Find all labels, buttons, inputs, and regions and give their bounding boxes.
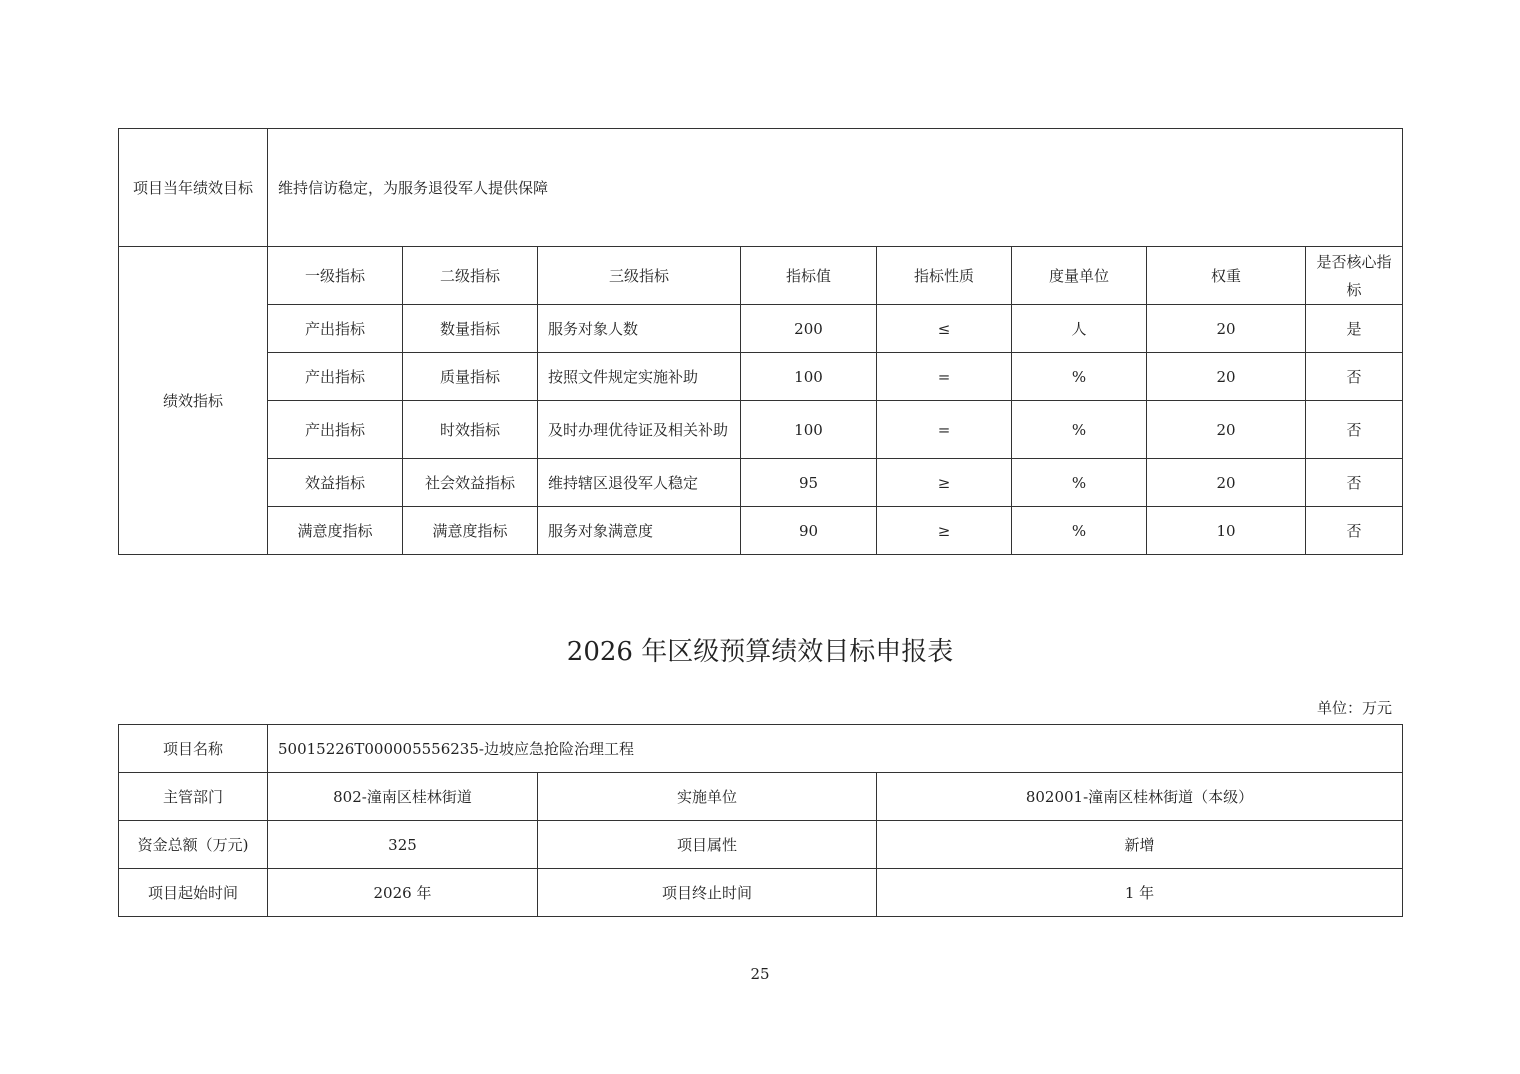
cell-level3: 维持辖区退役军人稳定 — [538, 459, 741, 507]
cell-value: 90 — [741, 507, 877, 555]
cell-level1: 产出指标 — [268, 353, 403, 401]
table-row — [119, 305, 1403, 353]
cell-weight: 20 — [1147, 401, 1306, 459]
cell-value: 100 — [741, 353, 877, 401]
table-row — [119, 401, 1403, 459]
header-unit: 度量单位 — [1012, 247, 1147, 305]
project-name-value: 50015226T000005556235-边坡应急抢险治理工程 — [268, 725, 1403, 773]
fund-label: 资金总额（万元) — [119, 821, 268, 869]
cell-core: 否 — [1306, 353, 1403, 401]
cell-level3: 按照文件规定实施补助 — [538, 353, 741, 401]
cell-level1: 产出指标 — [268, 401, 403, 459]
cell-nature: = — [877, 353, 1012, 401]
indicator-label: 绩效指标 — [119, 247, 268, 555]
cell-level2: 社会效益指标 — [403, 459, 538, 507]
impl-value: 802001-潼南区桂林街道（本级） — [877, 773, 1403, 821]
start-value: 2026 年 — [268, 869, 538, 917]
table-row — [119, 773, 1403, 821]
header-nature: 指标性质 — [877, 247, 1012, 305]
attr-label: 项目属性 — [538, 821, 877, 869]
cell-value: 95 — [741, 459, 877, 507]
cell-nature: = — [877, 401, 1012, 459]
header-level2: 二级指标 — [403, 247, 538, 305]
cell-unit: % — [1012, 401, 1147, 459]
goal-text: 维持信访稳定，为服务退役军人提供保障 — [268, 129, 1403, 247]
cell-weight: 10 — [1147, 507, 1306, 555]
dept-value: 802-潼南区桂林街道 — [268, 773, 538, 821]
cell-nature: ≥ — [877, 507, 1012, 555]
cell-unit: % — [1012, 459, 1147, 507]
header-level1: 一级指标 — [268, 247, 403, 305]
cell-core: 是 — [1306, 305, 1403, 353]
cell-core: 否 — [1306, 401, 1403, 459]
fund-value: 325 — [268, 821, 538, 869]
goal-label: 项目当年绩效目标 — [119, 129, 268, 247]
table-row — [119, 507, 1403, 555]
cell-level3: 及时办理优待证及相关补助 — [538, 401, 741, 459]
start-label: 项目起始时间 — [119, 869, 268, 917]
page-title: 2026 年区级预算绩效目标申报表 — [566, 637, 954, 667]
unit-label: 单位：万元 — [1316, 699, 1392, 717]
table-row — [119, 353, 1403, 401]
cell-level1: 产出指标 — [268, 305, 403, 353]
cell-level2: 数量指标 — [403, 305, 538, 353]
cell-unit: 人 — [1012, 305, 1147, 353]
dept-label: 主管部门 — [119, 773, 268, 821]
impl-label: 实施单位 — [538, 773, 877, 821]
end-value: 1 年 — [877, 869, 1403, 917]
cell-nature: ≤ — [877, 305, 1012, 353]
cell-level1: 效益指标 — [268, 459, 403, 507]
cell-core: 否 — [1306, 507, 1403, 555]
cell-value: 200 — [741, 305, 877, 353]
table-row — [119, 821, 1403, 869]
project-info-table — [118, 724, 1403, 917]
table-row — [119, 869, 1403, 917]
cell-unit: % — [1012, 353, 1147, 401]
table-row — [119, 725, 1403, 773]
header-weight: 权重 — [1147, 247, 1306, 305]
header-core: 是否核心指标 — [1306, 247, 1403, 305]
project-name-label: 项目名称 — [119, 725, 268, 773]
cell-nature: ≥ — [877, 459, 1012, 507]
cell-unit: % — [1012, 507, 1147, 555]
header-value: 指标值 — [741, 247, 877, 305]
attr-value: 新增 — [877, 821, 1403, 869]
cell-level1: 满意度指标 — [268, 507, 403, 555]
cell-level2: 满意度指标 — [403, 507, 538, 555]
performance-indicator-table — [118, 128, 1403, 555]
cell-level2: 时效指标 — [403, 401, 538, 459]
end-label: 项目终止时间 — [538, 869, 877, 917]
cell-level2: 质量指标 — [403, 353, 538, 401]
cell-weight: 20 — [1147, 353, 1306, 401]
table-row — [119, 459, 1403, 507]
cell-value: 100 — [741, 401, 877, 459]
cell-weight: 20 — [1147, 459, 1306, 507]
cell-level3: 服务对象满意度 — [538, 507, 741, 555]
header-level3: 三级指标 — [538, 247, 741, 305]
cell-level3: 服务对象人数 — [538, 305, 741, 353]
page-number: 25 — [750, 965, 770, 983]
cell-core: 否 — [1306, 459, 1403, 507]
cell-weight: 20 — [1147, 305, 1306, 353]
